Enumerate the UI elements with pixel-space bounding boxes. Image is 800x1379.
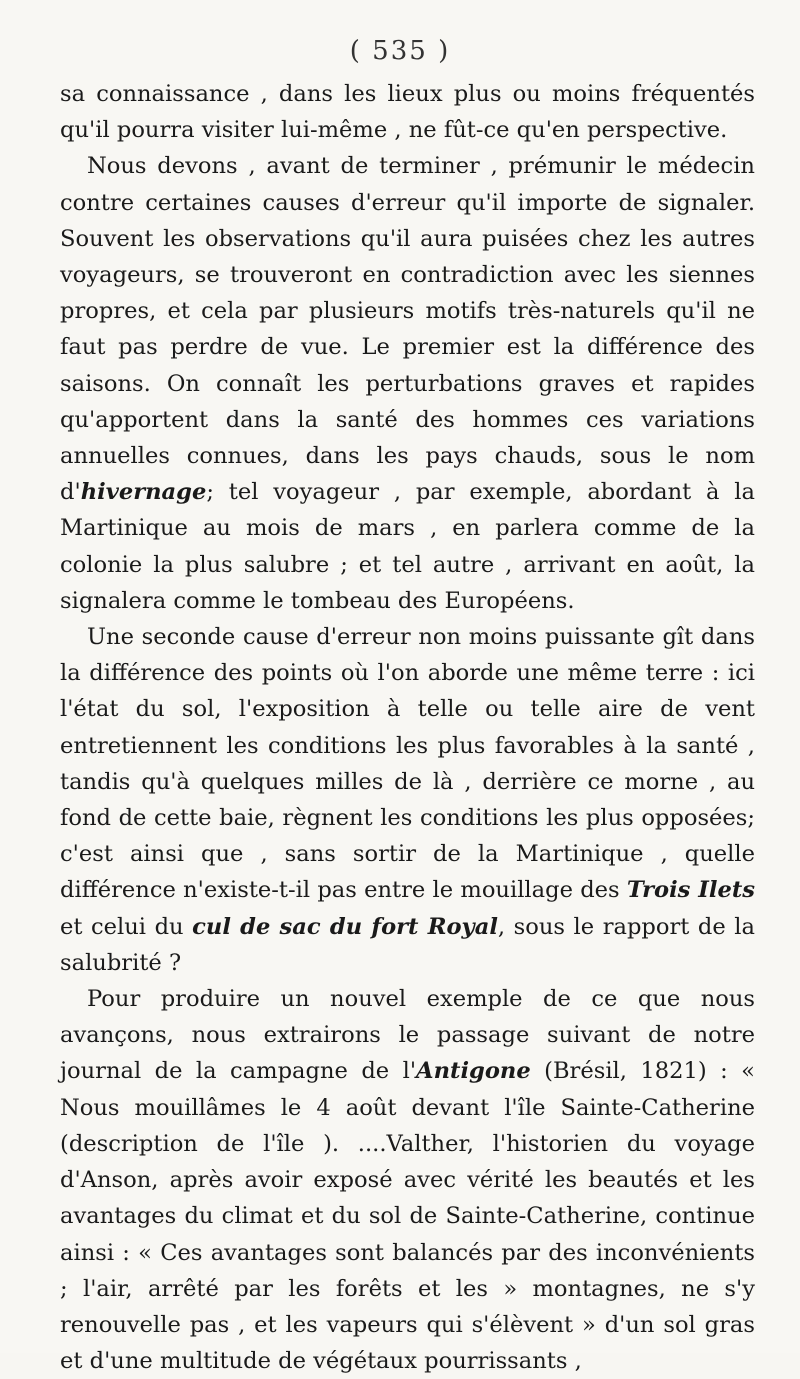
text-run: et celui du: [60, 913, 193, 940]
text-run: , sous le rapport de la salubrité ?: [60, 913, 755, 976]
body-text: [60, 76, 755, 1379]
text-run: Pour produire un nouvel exemple de ce que nous avançons, nous extrairons le passage suivant de notre journal de la campagne de l': [60, 986, 755, 1085]
italic-text: cul de sac du fort Royal: [192, 913, 498, 940]
paragraph: [60, 981, 755, 1379]
page-number: ( 535 ): [349, 36, 451, 66]
text-run: Une seconde cause d'erreur non moins puissante gît dans la différence des points où l'on aborde une même terre : ici l'état du sol, l'exposition à telle ou telle aire de vent entretiennent les conditions les plus favorables à la santé , tandis qu'à quelques milles de là , derrière ce morne , au fond de cette baie, règnent les conditions les plus opposées; c'est ainsi que , sans sortir de la Martinique , quelle différence n'existe-t-il pas entre le mouillage des: [60, 624, 755, 904]
paragraph: [60, 619, 755, 981]
text-run: ; tel voyageur , par exemple, abordant à la Martinique au mois de mars , en parlera comme de la colonie la plus salubre ; et tel autre , arrivant en août, la signalera comme le tombeau des Européens.: [60, 479, 755, 614]
paragraph: [60, 148, 755, 619]
paragraph: [60, 76, 755, 148]
italic-text: Trois Ilets: [626, 877, 755, 904]
italic-text: Antigone: [416, 1058, 531, 1085]
text-run: sa connaissance , dans les lieux plus ou moins fréquentés qu'il pourra visiter lui-même , ne fût-ce qu'en perspective.: [60, 81, 755, 144]
italic-text: hivernage: [80, 479, 207, 506]
text-run: Nous devons , avant de terminer , prémunir le médecin contre certaines causes d'erreur qu'il importe de signaler. Souvent les observations qu'il aura puisées chez les autres voyageurs, se trouveront en contradiction avec les siennes propres, et cela par plusieurs motifs très-naturels qu'il ne faut pas perdre de vue. Le premier est la différence des saisons. On connaît les perturbations graves et rapides qu'apportent dans la santé des hommes ces variations annuelles connues, dans les pays chauds, sous le nom d': [60, 153, 755, 506]
text-run: (Brésil, 1821) : « Nous mouillâmes le 4 août devant l'île Sainte-Catherine (description de l'île ). ....Valther, l'historien du voyage d'Anson, après avoir exposé avec vérité les beautés et les avantages du climat et du sol de Sainte-Catherine, continue ainsi : « Ces avantages sont balancés par des inconvénients ; l'air, arrêté par les forêts et les » montagnes, ne s'y renouvelle pas , et les vapeurs qui s'élèvent » d'un sol gras et d'une multitude de végétaux pourrissants ,: [60, 1058, 755, 1375]
